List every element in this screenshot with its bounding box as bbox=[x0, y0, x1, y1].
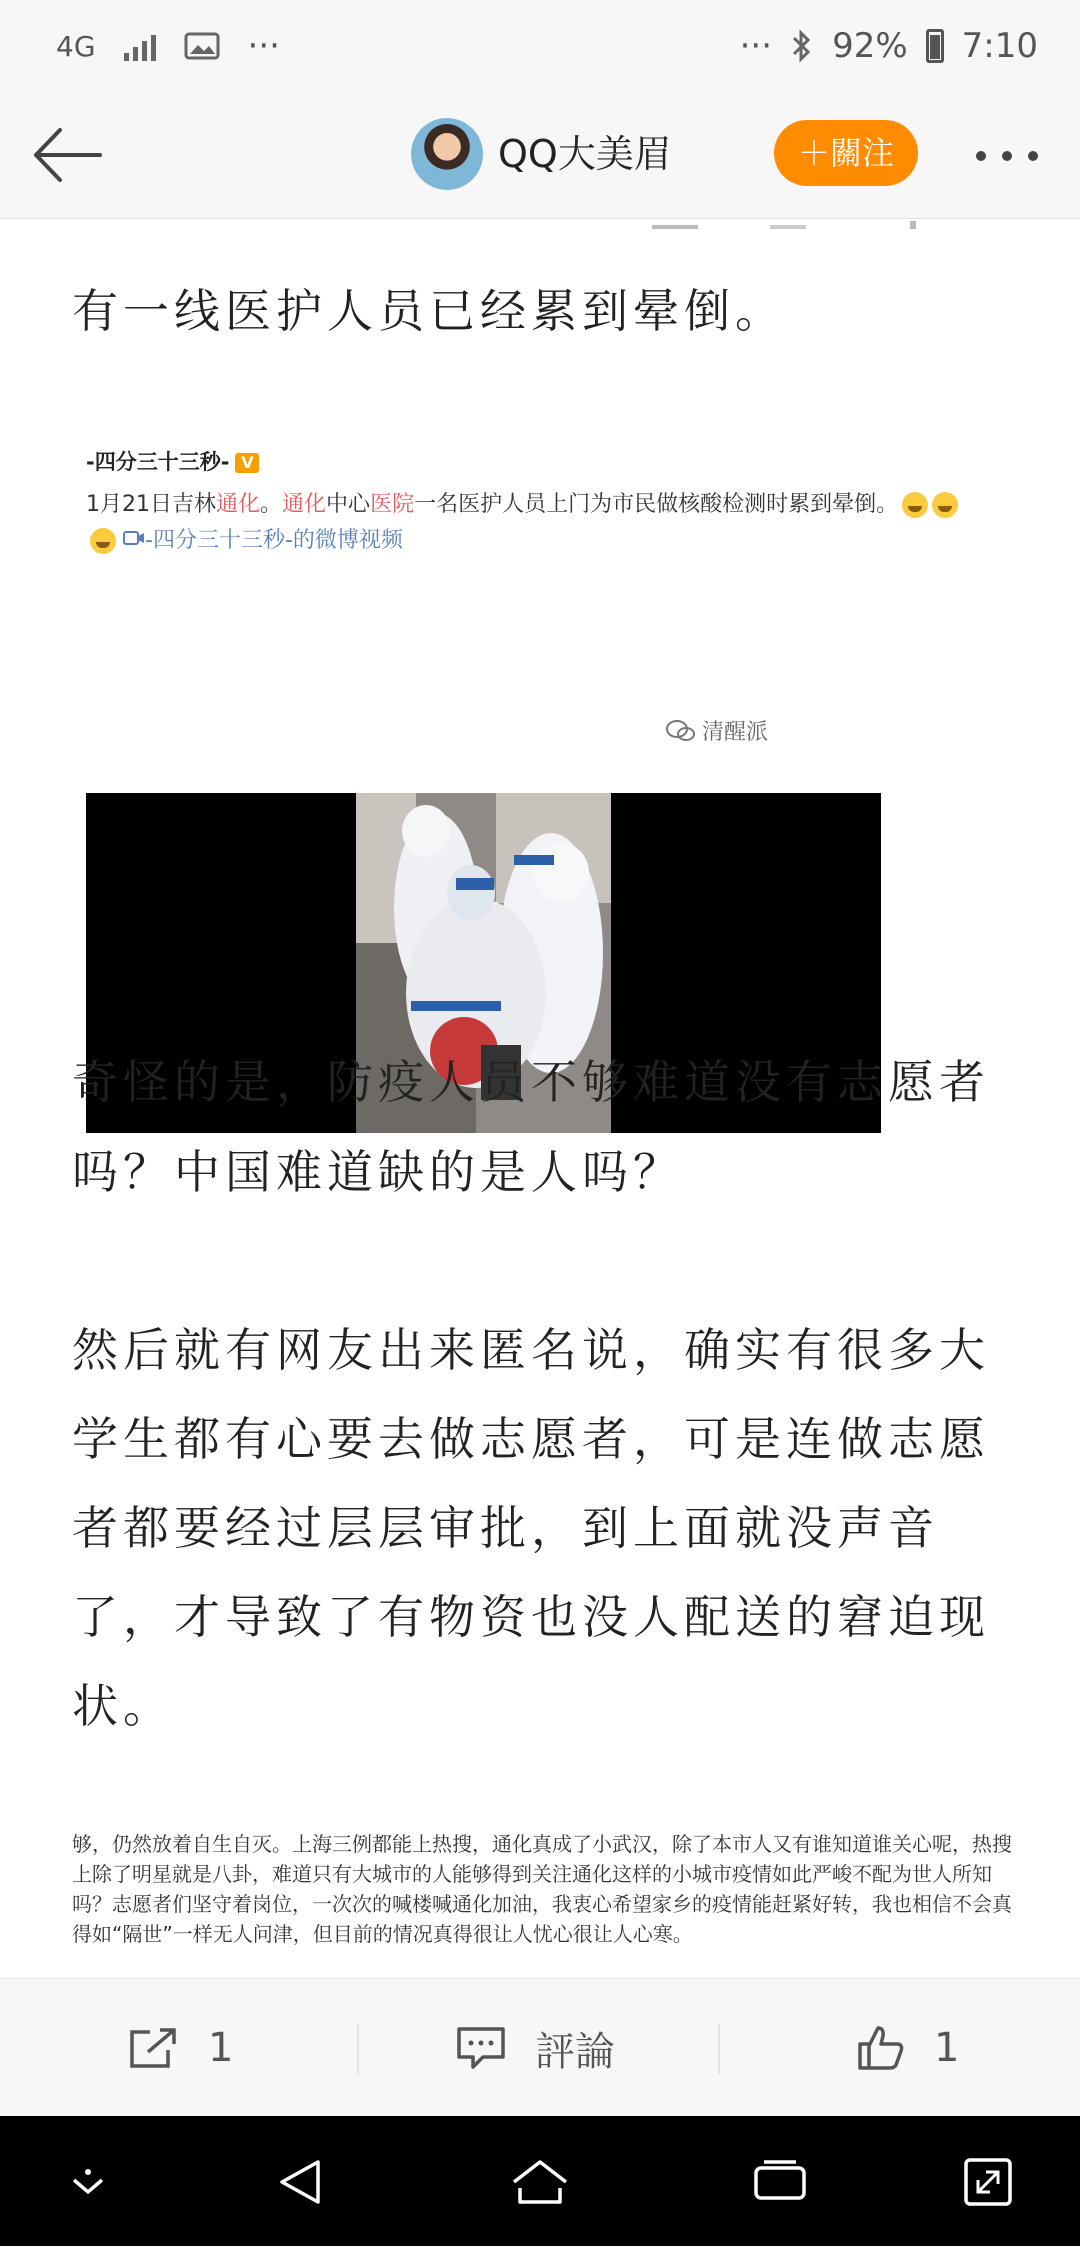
status-bar bbox=[0, 0, 1080, 92]
divider bbox=[357, 2024, 359, 2074]
like-button[interactable] bbox=[856, 1979, 959, 2117]
article-paragraph: 有一线医护人员已经累到晕倒。 bbox=[72, 284, 786, 338]
status-more-right: ··· bbox=[739, 26, 773, 66]
nav-expand-button[interactable] bbox=[950, 2144, 1026, 2220]
network-4g-icon: 4G bbox=[56, 29, 96, 63]
status-more-left: ··· bbox=[247, 26, 280, 66]
hide-keyboard-button[interactable] bbox=[50, 2144, 126, 2220]
crying-emoji-icon bbox=[90, 528, 116, 554]
chevron-down-icon bbox=[66, 2162, 110, 2202]
share-count: 1 bbox=[208, 2025, 234, 2071]
more-dot-icon bbox=[1002, 151, 1012, 161]
image-icon bbox=[184, 31, 220, 61]
article-paragraph: 奇怪的是，防疫人员不够难道没有志愿者吗？中国难道缺的是人吗？ bbox=[72, 1055, 990, 1199]
quoted-excerpt-image: 够，仍然放着自生自灭。上海三例都能上热搜，通化真成了小武汉，除了本市人又有谁知道谁关心呢，热搜上除了明星就是八卦，难道只有大城市的人能够得到关注通化这样的小城市疫情如此严峻不配为世人所知吗？志愿者们坚守着岗位，一次次的喊楼喊通化加油，我衷心希望家乡的疫情能赶紧好转，我也相信不会真得如“隔世”一样无人问津，但目前的情况真得很让人忧心很让人心寒。 bbox=[72, 1832, 1012, 1946]
divider bbox=[718, 2024, 720, 2074]
article-body bbox=[0, 219, 1080, 1978]
embedded-author-name: -四分三十三秒- bbox=[86, 450, 230, 474]
comment-button[interactable] bbox=[455, 1979, 615, 2117]
account-name[interactable]: QQ大美眉 bbox=[498, 132, 672, 176]
nav-back-button[interactable] bbox=[262, 2144, 338, 2220]
home-icon bbox=[510, 2156, 570, 2208]
battery-percent: 92% bbox=[832, 26, 908, 66]
embedded-mid: 中心 bbox=[326, 492, 371, 517]
action-bar bbox=[0, 1978, 1080, 2117]
video-link: -四分三十三秒-的微博视频 bbox=[123, 528, 403, 553]
system-nav-bar bbox=[0, 2116, 1080, 2246]
crying-emoji-icon bbox=[902, 492, 928, 518]
more-dot-icon bbox=[1028, 151, 1038, 161]
keyword-hospital: 医院 bbox=[370, 492, 415, 517]
crying-emoji-icon bbox=[932, 492, 958, 518]
video-camera-icon bbox=[123, 529, 145, 547]
embedded-rest: 一名医护人员上门为市民做核酸检测时累到晕倒。 bbox=[414, 492, 899, 517]
bluetooth-icon bbox=[790, 28, 814, 64]
back-arrow-icon bbox=[28, 120, 108, 190]
follow-button[interactable]: ＋關注 bbox=[774, 120, 918, 186]
article-paragraph: 然后就有网友出来匿名说，确实有很多大学生都有心要去做志愿者，可是连做志愿者都要经过层层审批，到上面就没声音了，才导致了有物资也没人配送的窘迫现状。 bbox=[72, 1323, 990, 1733]
embedded-sep: 。 bbox=[260, 492, 283, 517]
wechat-watermark: 清醒派 bbox=[666, 715, 768, 746]
embedded-post-text bbox=[86, 487, 1006, 559]
more-dot-icon bbox=[976, 151, 986, 161]
like-count: 1 bbox=[934, 2025, 960, 2071]
expand-icon bbox=[962, 2156, 1014, 2208]
recents-icon bbox=[752, 2158, 808, 2206]
nav-home-button[interactable] bbox=[502, 2144, 578, 2220]
comment-label: 評論 bbox=[535, 2028, 615, 2075]
embedded-date-place: 1月21日吉林 bbox=[86, 492, 216, 517]
more-options-button[interactable] bbox=[976, 136, 1052, 176]
comment-icon bbox=[455, 2025, 507, 2071]
app-header bbox=[0, 92, 1080, 219]
back-triangle-icon bbox=[274, 2156, 326, 2208]
share-button[interactable] bbox=[128, 1979, 233, 2117]
signal-icon bbox=[124, 31, 156, 61]
keyword-tonghua: 通化 bbox=[282, 492, 327, 517]
verified-badge-icon: V bbox=[235, 453, 259, 473]
nav-recents-button[interactable] bbox=[742, 2144, 818, 2220]
clock: 7:10 bbox=[961, 26, 1038, 66]
battery-icon bbox=[926, 29, 944, 63]
embedded-author bbox=[86, 447, 259, 477]
keyword-tonghua: 通化 bbox=[216, 492, 261, 517]
avatar[interactable] bbox=[411, 118, 483, 190]
wechat-icon bbox=[666, 719, 696, 743]
thumbs-up-icon bbox=[856, 2024, 906, 2072]
share-icon bbox=[128, 2026, 180, 2070]
back-button[interactable] bbox=[28, 120, 108, 190]
cropped-image-edge bbox=[640, 219, 940, 231]
